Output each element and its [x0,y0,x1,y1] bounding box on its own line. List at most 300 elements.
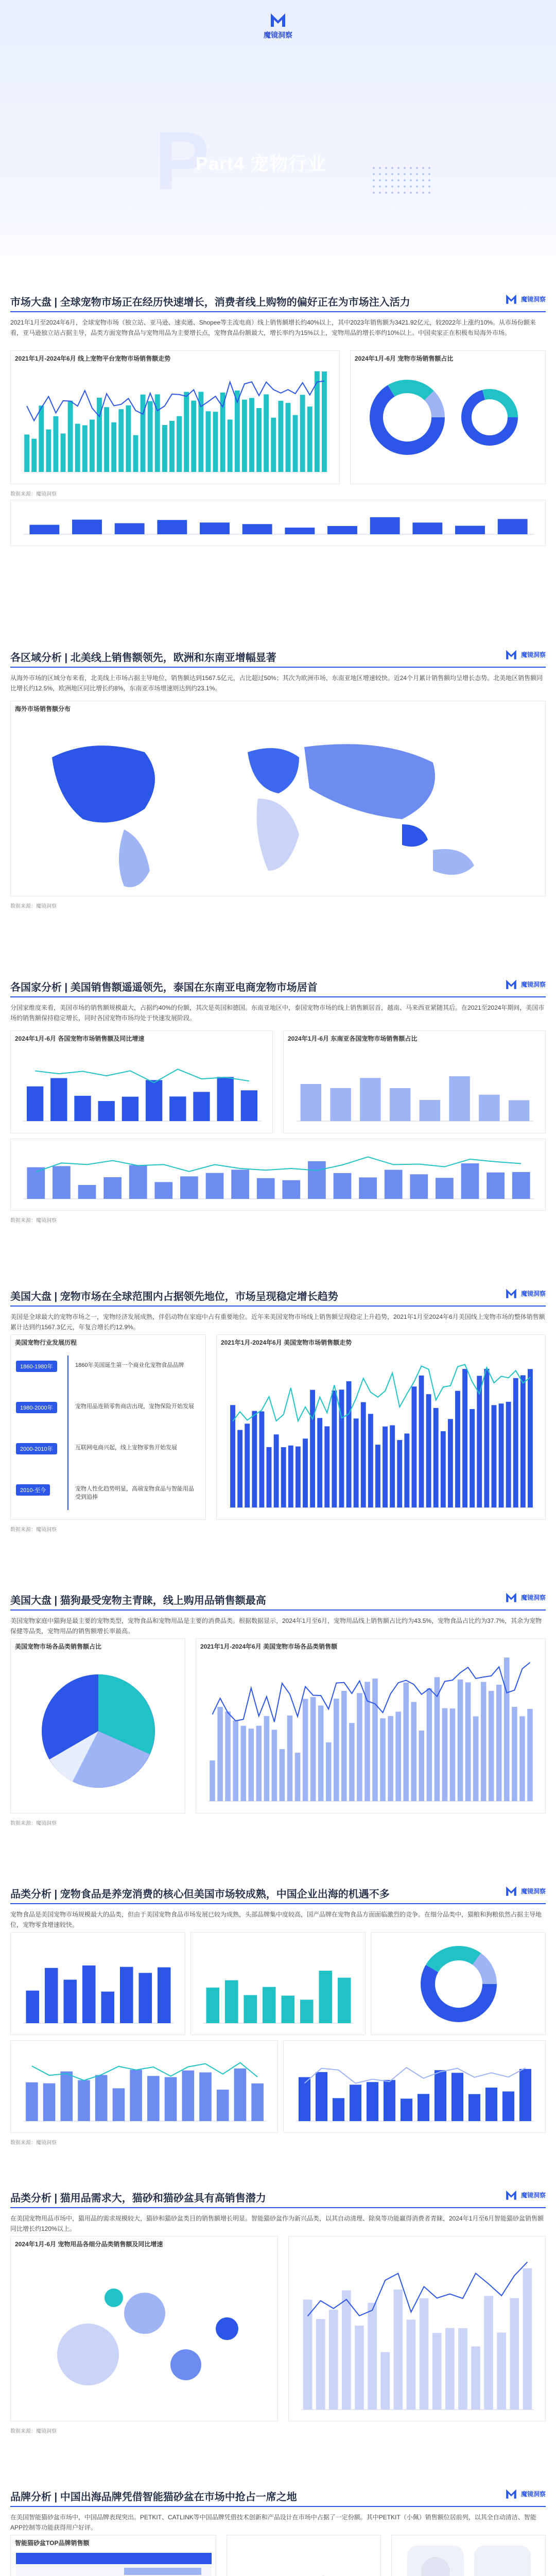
brand-mark [503,647,546,662]
map-region-southeast-asia [402,824,428,846]
bar [458,2328,467,2410]
bar [130,2070,142,2121]
brand-name: 魔镜洞察 [520,1290,546,1297]
bar [278,401,283,472]
section-header [10,974,546,997]
section-title: 美国大盘 | 猫狗最受宠物主青睐，线上购用品销售额最高 [10,1595,266,1606]
bar [509,1100,529,1121]
sea-share-panel [283,1030,546,1133]
section-brands [10,2483,546,2547]
source-note: 数据来源：魔镜洞察 [10,1218,57,1224]
bar [499,1403,504,1507]
brand-logo-icon [268,9,288,30]
bar [240,1726,246,1801]
trend-line [308,2262,528,2316]
bar [497,2333,506,2410]
bar [477,1376,482,1507]
bar [274,1434,279,1507]
section-title: 品类分析 | 宠物食品是养宠消费的核心但美国市场较成熟，中国企业出海的机遇不多 [10,1889,390,1900]
hero-title [196,149,326,176]
timeline-text: 互联网电商兴起，线上宠物零售开始发展 [75,1445,177,1451]
bar [496,1685,502,1801]
bar [249,398,254,472]
bar [319,1971,332,2023]
bar [184,392,189,472]
bar [301,1084,321,1121]
bar [489,1691,494,1801]
brand-name: 魔镜洞察 [520,1594,546,1601]
bar [53,416,58,472]
category-trend-panel [196,1638,546,1814]
panel-title: 智能猫砂盆TOP品牌销售额 [15,2539,90,2547]
brand-name: 魔镜洞察 [264,31,292,39]
bar [448,1419,453,1507]
timeline-year: 1980-2000年 [16,1402,57,1413]
bar [72,520,102,534]
bar [512,1707,517,1801]
share-donut-chart [351,366,546,484]
bar [350,2084,361,2121]
bar [242,524,272,534]
bar [528,1369,533,1507]
bar [133,435,138,472]
bar [368,2303,377,2410]
bar [118,409,124,472]
bar [519,2069,531,2121]
bar [512,1172,530,1199]
bar [502,2092,514,2121]
bar [272,1730,277,1801]
bar [205,411,211,472]
bar [78,1185,96,1199]
bar [315,371,320,472]
bar [256,1726,262,1801]
bar [412,522,442,534]
section-cat-supplies [10,2184,546,2434]
bar [259,1411,264,1507]
category-pie-panel [10,1638,185,1814]
bar [411,1386,416,1507]
product-image [474,2546,531,2576]
bar [308,1161,326,1199]
timeline-text: 宠物人性化趋势明显，高端宠物食品与智能用品受到追捧 [75,1486,194,1500]
bar [300,395,305,472]
bar [326,1742,332,1801]
brand-logo-icon [503,1884,519,1898]
brand-mark [503,1286,546,1300]
panel-title: 美国宠物市场各品类销售额占比 [15,1643,102,1650]
brand-mark [503,977,546,991]
bar [82,1965,96,2023]
food-bar-chart [191,1933,366,2036]
bar [484,2296,493,2410]
bar [248,1728,254,1801]
bar [206,1988,219,2023]
bar [78,2080,90,2121]
bar [327,526,357,534]
bar [95,2075,108,2121]
food-panel-d [10,2040,278,2133]
bar [165,2077,177,2121]
bar [419,1376,424,1507]
source-note: 数据来源：魔镜洞察 [10,492,57,497]
bar [339,1389,344,1507]
bar [458,1680,463,1801]
category-pie [11,1654,186,1808]
bar [213,412,218,472]
bar [46,430,51,472]
timeline-line [67,1355,68,1510]
bar [485,2088,497,2121]
bar [148,401,153,472]
timeline-panel [10,1334,206,1520]
bar [462,1369,467,1507]
bar [257,1178,275,1199]
bar [481,1682,486,1801]
bar [146,1080,162,1121]
section-header [10,1587,546,1611]
bar [303,1438,308,1507]
brand-table-panel [10,2535,216,2576]
map-region-asia [304,744,435,819]
food-bar-chart [11,1933,186,2036]
bar [322,371,327,472]
bar [504,1657,510,1801]
table-header [16,2553,212,2564]
country-detail-panel [10,1139,546,1211]
section-header [10,1880,546,1904]
bar [228,419,233,472]
bar [231,1170,249,1199]
bar [355,2326,364,2410]
product-image-panel [391,2535,546,2576]
bar [372,1679,378,1801]
source-note: 数据来源：魔镜洞察 [10,2429,57,2434]
panel-title: 2021年1月-2024年6月 美国宠物市场各品类销售额 [200,1643,338,1650]
bar [74,1096,91,1121]
share-donut-panel [350,350,546,484]
bar [407,2319,416,2410]
map-region-europe [248,748,299,793]
bar [442,1708,448,1801]
bar [264,1716,270,1801]
bar [157,520,187,534]
world-map [11,716,546,896]
brand-logo [260,9,296,40]
food-bar-chart [11,2041,279,2133]
bar [385,1170,403,1199]
brand-mark [503,1590,546,1604]
bar [468,2094,480,2121]
bar [436,1178,454,1199]
section-us-categories [10,1587,546,1826]
sea-bar-chart [284,1046,546,1133]
food-donut [371,1933,546,2036]
bar [341,1691,347,1801]
bar [519,1716,525,1801]
brand-name: 魔镜洞察 [520,295,546,303]
bar [334,1699,339,1801]
bar [333,2098,344,2121]
section-paragraph: 在美国智能猫砂盆市场中，中国品牌表现突出。PETKIT、CATLINK等中国品牌凭借技术创新和产品设计在市场中占据了一定份额。其中PETKIT（小佩）销售额位居前列，以其全自动清洁、智能APP控制等功能获得用户好评。 [10,2514,536,2531]
bar [390,1088,410,1121]
product-images [392,2535,546,2576]
bar [138,1973,152,2023]
sales-trend-chart [11,366,340,484]
bar [492,1405,497,1507]
bar [300,1999,314,2023]
food-panel-a [10,1932,185,2035]
bar [29,525,59,534]
bar [523,2268,532,2410]
bar [271,418,276,472]
section-us-market [10,1283,546,1533]
brand-mark [503,1884,546,1898]
bar [432,2333,442,2410]
hero-title-text: Part4 宠物行业 [196,153,327,174]
table-bars [124,2568,201,2576]
section-header [10,644,546,668]
hero-banner [0,0,556,278]
bar [380,2352,390,2410]
bar [410,1174,428,1199]
bar [383,1427,388,1507]
bar [141,395,146,472]
bar [244,1995,257,2023]
bar [334,1173,352,1199]
bar [470,1409,475,1507]
bar [506,1402,511,1507]
section-paragraph: 2021年1月至2024年6月，全球宠物市场（独立站、亚马逊、速卖通、Shopee等主流电商）线上销售额增长约40%以上，其中2023年销售额为3421.92亿元，较2022年上涨约10%。从市场份额来看，亚马逊独立站占据主导，品类方面宠物食品与宠物用品为主要增长点，宠物食品份额最大，增长率约为15%以上，宠物用品的增长率约10%以上。中国卖家正在积极布局海外市场。 [10,319,536,336]
brand-line-panel [227,2535,381,2576]
source-note: 数据来源：魔镜洞察 [10,904,57,909]
bar [26,1991,39,2023]
bar [26,2082,38,2121]
bar [346,1381,352,1507]
bubble [57,2324,119,2385]
bar [281,1996,294,2023]
brand-mark [503,292,546,306]
bar [357,1693,362,1801]
brand-logo-icon [503,2486,519,2501]
brand-logo-icon [503,1590,519,1604]
food-panel-b [190,1932,366,2035]
bar [403,1683,409,1801]
bar [115,523,145,534]
bar [451,2073,463,2121]
us-trend-chart [217,1350,546,1520]
bar [200,522,230,534]
bar [158,1968,171,2023]
bar [375,1445,380,1507]
map-region-south-america [119,829,150,887]
food-panel-c [371,1932,546,2035]
bar [426,1394,431,1507]
bar [206,1173,224,1199]
cat-line-chart [289,2236,546,2422]
bar [31,439,37,472]
bubble [170,2349,201,2380]
brand-logo-icon [503,292,519,306]
bar [510,2298,519,2410]
bar [527,1709,533,1801]
timeline-text: 1860年美国诞生第一个商业化宠物食品品牌 [75,1362,184,1368]
section-title: 各区域分析 | 北美线上销售额领先，欧洲和东南亚增幅显著 [10,652,276,664]
bar [411,1702,416,1801]
bar [384,2080,395,2121]
bar [316,2072,327,2121]
bar [180,1176,198,1199]
bar [50,1078,67,1121]
brand-logo-icon [503,2188,519,2202]
bar [68,401,73,472]
bar [60,2072,73,2121]
bottom-mini-chart [10,500,546,546]
bar [450,1708,456,1801]
bar [395,1711,401,1801]
bar [420,2298,429,2410]
bar [120,1967,133,2023]
bar [280,1749,285,1801]
bar [354,1418,359,1507]
us-trend-panel [216,1334,546,1520]
bar [103,1177,121,1199]
bar [307,406,312,472]
bar [27,1087,43,1121]
country-detail-chart [11,1139,546,1211]
section-market-overview [10,289,546,497]
panel-title: 海外市场销售额分布 [15,705,71,713]
bar [193,1092,210,1121]
bar [251,2083,264,2121]
bar [486,1173,505,1199]
section-title: 各国家分析 | 美国销售额遥遥领先，泰国在东南亚电商宠物市场居首 [10,982,318,993]
bar [513,1378,518,1507]
brand-name: 魔镜洞察 [520,2191,546,2199]
section-paragraph: 在美国宠物用品市场中，猫用品的需求规模较大，猫砂和猫砂盆类目的销售额增长明显。智能猫砂盆作为新兴品类，以其自动清理、除臭等功能赢得消费者青睐，2024年1月至6月智能猫砂盆销售额同比增长约120%以上。 [10,2215,544,2232]
bar [310,1390,315,1507]
bar [267,1447,272,1507]
bar [359,1177,377,1199]
bar [217,2090,229,2121]
bubble-chart [11,2251,279,2421]
bar [264,394,269,472]
bar [435,2070,446,2121]
bar [53,1166,71,1199]
bar [419,1731,425,1801]
bar [281,1447,286,1507]
bar [198,392,203,472]
map-region-north-america [52,745,155,823]
source-note: 数据来源：魔镜洞察 [10,1821,57,1826]
bar [233,1721,238,1801]
bar [394,2290,403,2410]
bar [101,1992,114,2023]
bar [360,1078,380,1121]
bar [310,1697,316,1801]
timeline-year: 2010-至今 [16,1484,50,1496]
bar [390,1425,395,1507]
panel-title: 2021年1月-2024年6月 美国宠物市场销售额走势 [221,1339,352,1346]
panel-title: 2024年1月-6月 各国宠物市场销售额及同比增速 [15,1035,145,1042]
bar [317,1418,322,1507]
brand-logo-icon [503,647,519,662]
section-paragraph: 宠物食品是美国宠物市场规模最大的品类，但由于美国宠物食品市场发展已较为成熟，头部品牌集中度较高，国产品牌在宠物食品方面面临激烈的竞争。在细分品类中，猫粮和狗粮依然占据主导地位，宠物零食增速较快。 [10,1911,542,1928]
brand-logo-icon [503,1286,519,1300]
country-bar-panel [10,1030,273,1133]
bar [449,1076,470,1121]
bar [199,2072,212,2121]
bar [113,2088,125,2121]
bar [217,1077,234,1121]
category-trend-chart [196,1654,546,1814]
bar [520,1375,526,1507]
bar [169,1096,186,1121]
bar [286,403,291,472]
bar [122,1097,138,1121]
bar [484,1369,489,1507]
bar [225,1711,231,1801]
bar [263,1987,276,2023]
bar [296,1447,301,1507]
bar [24,434,29,472]
bar [293,415,298,472]
panel-title: 2024年1月-6月 宠物用品各细分品类销售额及同比增速 [15,2241,163,2248]
bar [420,1100,440,1121]
bar [367,2082,378,2121]
panel-title: 2024年1月-6月 宠物市场销售额占比 [355,355,454,362]
bar [241,1090,257,1121]
bar [75,423,80,472]
bar [39,405,44,472]
bar [498,519,528,534]
timeline-text: 宠物用品连锁零售商店出现，宠物保险开始发展 [75,1403,194,1410]
bar [237,1430,242,1507]
section-header [10,289,546,312]
brand-name: 魔镜洞察 [520,1887,546,1895]
bar [256,408,262,472]
bar [370,517,400,534]
brand-logo-icon [503,977,519,991]
bar [210,1760,215,1801]
bar [98,1101,115,1121]
bar [471,2346,480,2410]
food-panel-e [283,2040,546,2133]
bar [27,1167,45,1199]
bar [418,2094,429,2121]
bar [349,1723,355,1801]
sales-trend-panel [10,350,340,484]
bar [473,1716,479,1801]
bar [342,2291,351,2410]
bar [82,425,88,472]
panel-title: 2024年1月-6月 东南亚各国宠物市场销售额占比 [288,1035,418,1042]
bar [104,407,109,472]
map-region-africa [257,799,300,871]
bar [455,1391,460,1507]
brand-line-chart [227,2535,381,2576]
section-pet-food [10,1880,546,2146]
brand-mark [503,2486,546,2501]
bar [368,1414,373,1507]
bar [380,1718,386,1801]
section-paragraph: 美国宠物家庭中猫狗是最主要的宠物类型，宠物食品和宠物用品是主要的消费品类。根据数据显示，2024年1月至6月，宠物用品线上销售额占比约为43.5%，宠物食品占比约为37.7%，其余为宠物保健等品类，宠物用品的销售额增长率最高。 [10,1617,542,1635]
section-header [10,1283,546,1307]
bar [191,401,196,472]
bar [404,1433,409,1507]
bar [455,526,485,534]
bar [388,1716,393,1801]
